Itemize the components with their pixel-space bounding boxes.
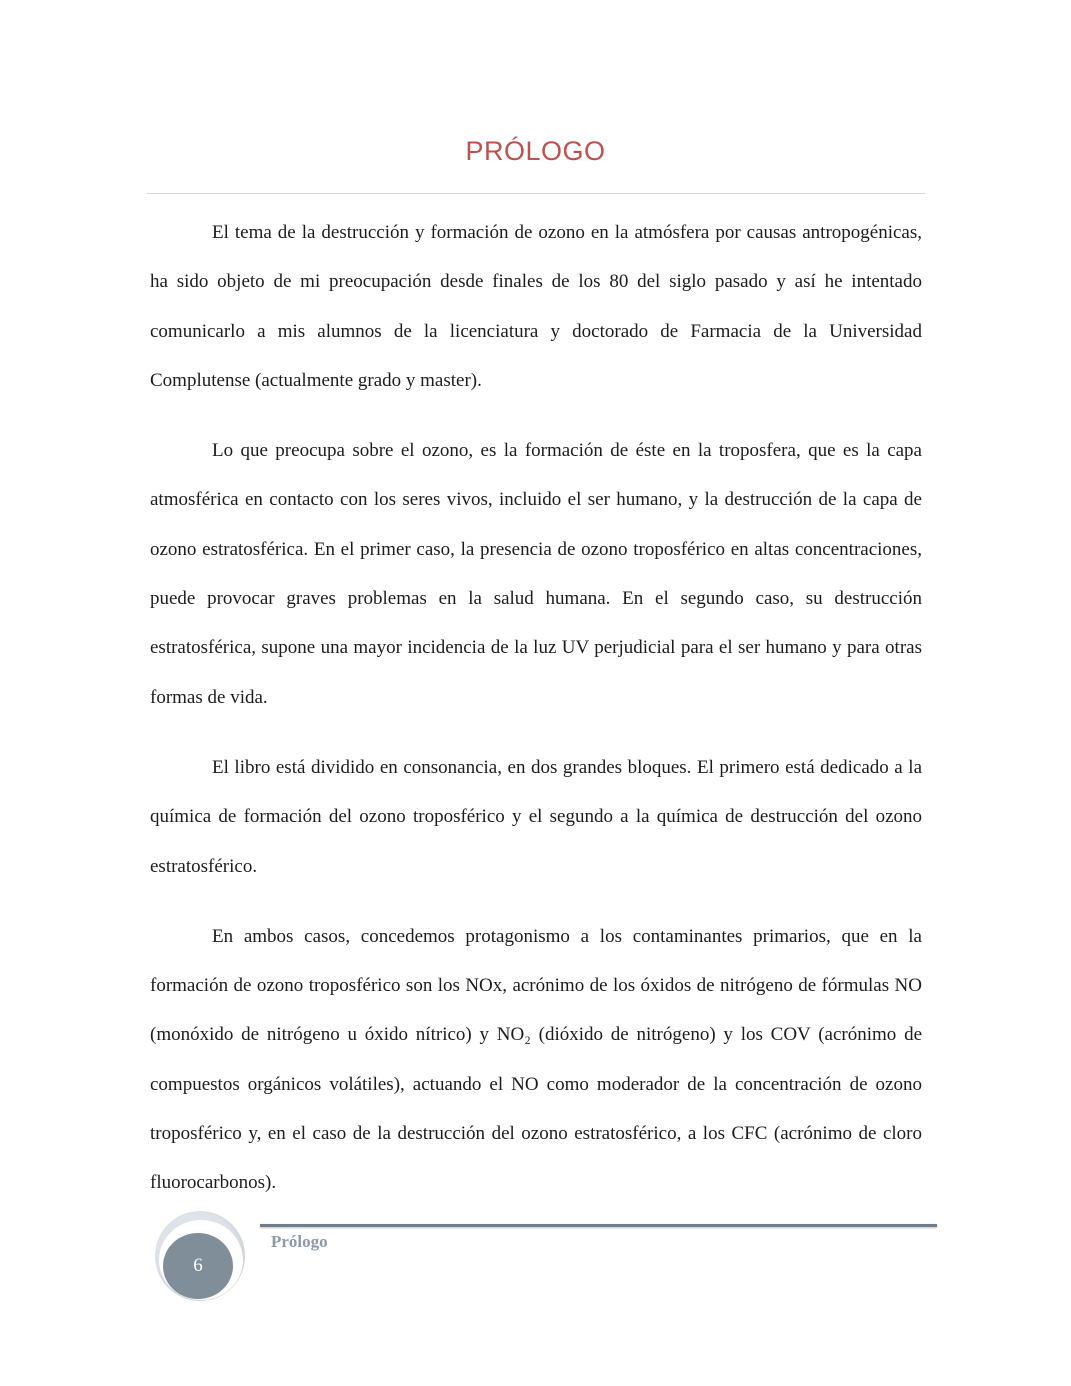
paragraph-1: El tema de la destrucción y formación de ozono en la atmósfera por causas antropogénicas, ha sido objeto de mi preocupación desde finales de los 80 del siglo pasado y así he intentado comunicarlo a mis alumnos de la licenciatura y doctorado de Farmacia de la Universidad Complutense (actualmente grado y master).	[150, 222, 922, 391]
paragraph-2: Lo que preocupa sobre el ozono, es la formación de éste en la troposfera, que es la capa atmosférica en contacto con los seres vivos, incluido el ser humano, y la destrucción de la capa de ozono estratosférica. En el primer caso, la presencia de ozono troposférico en altas concentraciones, puede provocar graves problemas en la salud humana. En el segundo caso, su destrucción estratosférica, supone una mayor incidencia de la luz UV perjudicial para el ser humano y para otras formas de vida.	[150, 440, 922, 708]
paragraph-3: El libro está dividido en consonancia, en dos grandes bloques. El primero está dedicado a la química de formación del ozono troposférico y el segundo a la química de destrucción del ozono estratosférico.	[150, 756, 922, 877]
title-divider	[147, 193, 925, 194]
footer-divider	[260, 1224, 937, 1227]
paragraph-4: En ambos casos, concedemos protagonismo a los contaminantes primarios, que en la formación de ozono troposférico son los NOx, acrónimo de los óxidos de nitrógeno de fórmulas NO (monóxido de nitrógeno u óxido nítrico) y NO₂ (dióxido de nitrógeno) y los COV (acrónimo de compuestos orgánicos volátiles), actuando el NO como moderador de la concentración de ozono troposférico y, en el caso de la destrucción del ozono estratosférico, a los CFC (acrónimo de cloro fluorocarbonos).	[150, 925, 922, 1194]
footer-section-label: Prólogo	[271, 1232, 328, 1251]
body-text	[150, 208, 922, 1229]
page-number: 6	[163, 1233, 233, 1299]
page-title: PRÓLOGO	[465, 136, 606, 166]
